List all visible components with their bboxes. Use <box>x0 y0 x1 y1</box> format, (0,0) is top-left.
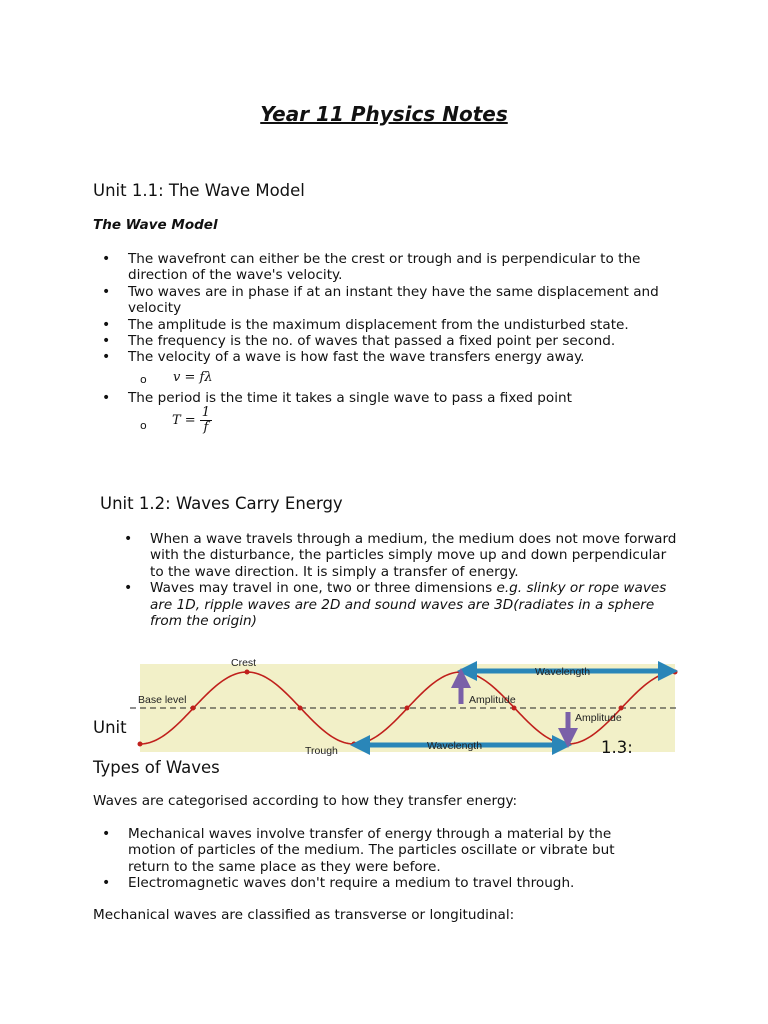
wavelength-label-bottom: Wavelength <box>427 740 483 752</box>
document-title: Year 11 Physics Notes <box>260 102 508 126</box>
unit-1-1-heading: Unit 1.1: The Wave Model <box>93 181 305 200</box>
list-item <box>150 580 680 629</box>
unit-1-3-heading-title: Types of Waves <box>93 758 220 777</box>
amplitude-label-2: Amplitude <box>575 712 622 724</box>
list-item: • The amplitude is the maximum displacement from the undisturbed state. <box>128 317 673 333</box>
sub-bullet-marker: o <box>140 373 147 386</box>
mechanical-waves-paragraph: Mechanical waves are classified as transverse or longitudinal: <box>93 907 515 923</box>
wave-point <box>298 706 303 711</box>
velocity-formula: v = fλ <box>173 370 213 385</box>
trough-label: Trough <box>305 745 338 757</box>
list-item: • When a wave travels through a medium, the medium does not move forward with the disturbance, the particles simply move up and down perpendicular to the wave direction. It is simply a transfer of energy. <box>150 531 680 580</box>
types-intro-paragraph: Waves are categorised according to how they transfer energy: <box>93 793 518 809</box>
unit-1-2-heading: Unit 1.2: Waves Carry Energy <box>100 494 343 513</box>
list-item: • Electromagnetic waves don't require a medium to travel through. <box>128 875 648 891</box>
wave-point <box>138 742 143 747</box>
crest-point <box>673 670 678 675</box>
base-level-label: Base level <box>138 694 187 706</box>
crest-point <box>459 670 464 675</box>
wave-point <box>619 706 624 711</box>
wave-point <box>191 706 196 711</box>
fraction-numerator: 1 <box>201 405 210 420</box>
period-formula <box>172 406 212 435</box>
unit-1-3-heading-left: Unit <box>93 718 127 737</box>
fraction-denominator: f <box>203 420 209 435</box>
list-item: • The period is the time it takes a single wave to pass a fixed point <box>128 390 673 406</box>
wave-model-subheading: The Wave Model <box>93 217 218 233</box>
trough-point <box>352 742 357 747</box>
period-fraction <box>200 406 212 435</box>
list-item: • The velocity of a wave is how fast the wave transfers energy away. <box>128 349 673 365</box>
trough-point <box>566 742 571 747</box>
wave-point <box>512 706 517 711</box>
unit-1-3-heading-right: 1.3: <box>601 738 633 757</box>
list-item-example-text: e.g. slinky or rope waves are 1D, ripple waves are 2D and sound waves are 3D(radiates in a sphere from the origin) <box>150 580 667 630</box>
amplitude-label-1: Amplitude <box>469 694 516 706</box>
unit-1-1-bullet-list <box>128 251 673 366</box>
list-item-text: Waves may travel in one, two or three dimensions <box>150 580 497 597</box>
list-item: • Mechanical waves involve transfer of energy through a material by the motion of particles of the medium. The particles oscillate or vibrate but return to the same place as they were before. <box>128 826 648 875</box>
wavelength-label-top: Wavelength <box>535 666 591 678</box>
wave-diagram <box>130 650 680 762</box>
unit-1-3-bullet-list <box>128 826 648 892</box>
crest-point <box>245 670 250 675</box>
list-item: • The frequency is the no. of waves that passed a fixed point per second. <box>128 333 673 349</box>
sub-bullet-marker: o <box>140 419 147 432</box>
period-formula-left: T = <box>172 413 196 428</box>
list-item: • The wavefront can either be the crest or trough and is perpendicular to the direction of the wave's velocity. <box>128 251 673 284</box>
list-item: • Two waves are in phase if at an instant they have the same displacement and velocity <box>128 284 673 317</box>
wave-point <box>405 706 410 711</box>
unit-1-1-bullet-list-2 <box>128 390 673 406</box>
crest-label: Crest <box>231 657 257 669</box>
unit-1-2-bullet-list <box>150 531 680 629</box>
